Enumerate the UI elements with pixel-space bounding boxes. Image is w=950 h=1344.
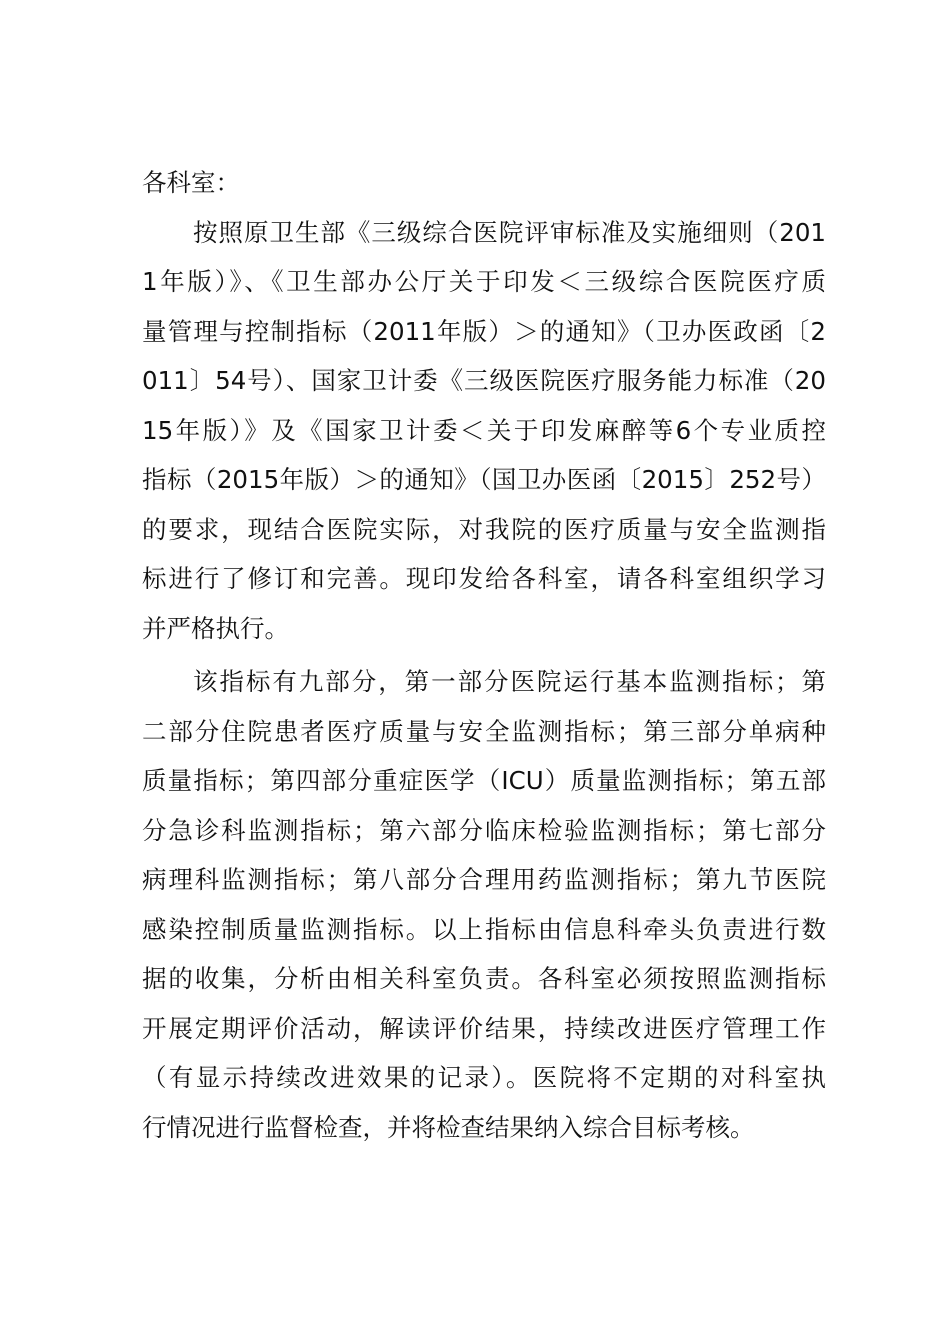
paragraph-2-line-2: 二部分住院患者医疗质量与安全监测指标；第三部分单病种 — [142, 716, 826, 746]
paragraph-1-line-7: 的要求，现结合医院实际，对我院的医疗质量与安全监测指 — [142, 514, 826, 544]
paragraph-2-line-10: 行情况进行监督检查，并将检查结果纳入综合目标考核。 — [142, 1112, 755, 1142]
paragraph-2-line-6: 感染控制质量监测指标。以上指标由信息科牵头负责进行数 — [142, 914, 826, 944]
paragraph-1 — [142, 208, 826, 654]
paragraph-1-line-8: 标进行了修订和完善。现印发给各科室，请各科室组织学习 — [142, 564, 826, 593]
paragraph-2-line-3: 质量指标；第四部分重症医学（ICU）质量监测指标；第五部 — [142, 766, 826, 795]
paragraph-1-line-1: 按照原卫生部《三级综合医院评审标准及实施细则（201 — [193, 217, 826, 247]
paragraph-1-line-6: 指标（2015年版）＞的通知》（国卫办医函〔2015〕252号） — [142, 465, 826, 494]
notice-body — [142, 158, 826, 1152]
paragraph-1-line-2: 1年版）》、《卫生部办公厅关于印发＜三级综合医院医疗质 — [142, 267, 826, 296]
paragraph-2-line-7: 据的收集，分析由相关科室负责。各科室必须按照监测指标 — [142, 964, 826, 993]
paragraph-2 — [142, 657, 826, 1152]
paragraph-2-line-5: 病理科监测指标；第八部分合理用药监测指标；第九节医院 — [142, 865, 826, 894]
paragraph-1-line-5: 15年版）》及《国家卫计委＜关于印发麻醉等6个专业质控 — [142, 415, 826, 445]
paragraph-2-line-4: 分急诊科监测指标；第六部分临床检验监测指标；第七部分 — [142, 815, 826, 845]
paragraph-2-line-1: 该指标有九部分，第一部分医院运行基本监测指标；第 — [193, 667, 826, 696]
paragraph-2-line-8: 开展定期评价活动，解读评价结果，持续改进医疗管理工作 — [142, 1013, 826, 1043]
paragraph-2-line-9: （有显示持续改进效果的记录）。医院将不定期的对科室执 — [142, 1063, 826, 1092]
paragraph-1-line-9: 并严格执行。 — [142, 613, 289, 643]
paragraph-1-line-4: 011〕54号）、国家卫计委《三级医院医疗服务能力标准（20 — [142, 366, 826, 395]
paragraph-1-line-3: 量管理与控制指标（2011年版）＞的通知》（卫办医政函〔2 — [142, 316, 826, 346]
salutation: 各科室： — [142, 168, 240, 197]
